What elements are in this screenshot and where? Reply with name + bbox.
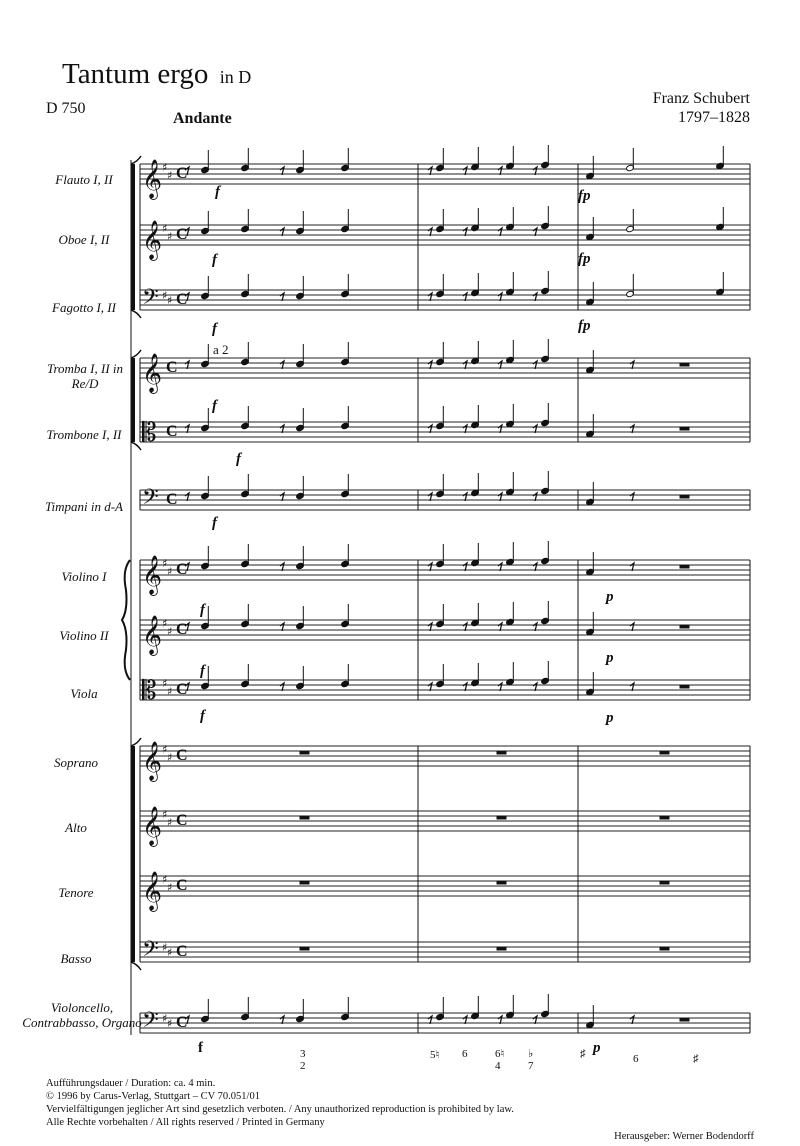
label-fagotto: Fagotto I, II bbox=[52, 300, 116, 315]
dynamic-f: f bbox=[212, 321, 217, 337]
dynamic-p: p bbox=[606, 710, 614, 726]
clef-glyph: 𝄢 bbox=[142, 285, 159, 315]
key-sharp: ♯ bbox=[167, 294, 173, 307]
figured-bass-8: ♯ bbox=[693, 1053, 699, 1065]
figured-bass-6: ♯ bbox=[580, 1048, 586, 1060]
label-soprano: Soprano bbox=[53, 755, 99, 770]
title-key: in D bbox=[219, 67, 252, 87]
label-oboe: Oboe I, II bbox=[58, 232, 110, 247]
a2-marking: a 2 bbox=[213, 342, 229, 357]
clef-glyph: 𝄞 bbox=[142, 871, 163, 911]
dynamic-fp: fp bbox=[578, 251, 591, 267]
whole-rest bbox=[680, 685, 689, 688]
key-sharp: ♯ bbox=[167, 751, 173, 764]
dynamic-f: f bbox=[200, 602, 205, 618]
dyn-continuo-p: p bbox=[593, 1040, 601, 1056]
label-continuo: Violoncello, Contrabbasso, Organo bbox=[22, 1000, 142, 1030]
composer-name: Franz Schubert bbox=[652, 90, 750, 107]
bracket-hook bbox=[131, 738, 141, 746]
time-signature: C bbox=[176, 681, 188, 698]
title-text: Tantum ergo bbox=[62, 58, 209, 90]
bracket-hook bbox=[131, 442, 141, 450]
whole-rest bbox=[497, 816, 506, 819]
dynamic-fp: fp bbox=[578, 318, 591, 334]
key-sharp: ♯ bbox=[162, 677, 168, 690]
whole-rest bbox=[300, 881, 309, 884]
whole-rest bbox=[680, 495, 689, 498]
clef-glyph: 𝄞 bbox=[142, 159, 163, 199]
label-basso: Basso bbox=[60, 951, 92, 966]
label-violino1: Violino I bbox=[61, 569, 107, 584]
whole-rest bbox=[300, 751, 309, 754]
time-signature: C bbox=[176, 291, 188, 308]
clef-glyph: 𝄞 bbox=[142, 353, 163, 393]
key-sharp: ♯ bbox=[162, 161, 168, 174]
time-signature: C bbox=[176, 812, 188, 829]
time-signature: C bbox=[176, 165, 188, 182]
time-signature: C bbox=[176, 561, 188, 578]
figured-bass-4: 6♮ 4 bbox=[495, 1048, 505, 1072]
key-sharp: ♯ bbox=[167, 230, 173, 243]
key-sharp: ♯ bbox=[162, 941, 168, 954]
label-flauto: Flauto I, II bbox=[55, 172, 113, 187]
bracket-hook bbox=[131, 310, 141, 318]
whole-rest bbox=[660, 816, 669, 819]
time-signature: C bbox=[176, 1014, 188, 1031]
figured-bass-7: 6 bbox=[633, 1053, 639, 1065]
dynamics bbox=[200, 184, 614, 726]
dynamic-fp: fp bbox=[578, 188, 591, 204]
whole-rest bbox=[680, 363, 689, 366]
figured-bass-1: 3 2 bbox=[300, 1048, 306, 1072]
bracket-bar bbox=[131, 164, 135, 310]
bracket-hook bbox=[131, 350, 141, 358]
label-violino2: Violino II bbox=[59, 628, 109, 643]
clef-glyph: 𝄢 bbox=[142, 937, 159, 967]
key-sharp: ♯ bbox=[167, 685, 173, 698]
figured-bass-5: ♭ 7 bbox=[528, 1048, 534, 1072]
footer-copyright: © 1996 by Carus-Verlag, Stuttgart – CV 70.051/01 bbox=[46, 1091, 260, 1102]
whole-rest bbox=[660, 751, 669, 754]
clef-glyph: 𝄞 bbox=[142, 555, 163, 595]
time-signature: C bbox=[166, 359, 178, 376]
clef-glyph: 𝄞 bbox=[142, 220, 163, 260]
barlines bbox=[140, 164, 750, 1033]
label-tenore: Tenore bbox=[58, 885, 94, 900]
key-sharp: ♯ bbox=[162, 289, 168, 302]
whole-rest bbox=[497, 947, 506, 950]
footer-rights-2: Alle Rechte vorbehalten / All rights reserved / Printed in Germany bbox=[46, 1117, 325, 1128]
brace bbox=[122, 560, 130, 680]
clef-glyph: 𝄞 bbox=[142, 741, 163, 781]
whole-rest bbox=[300, 816, 309, 819]
time-signature: C bbox=[166, 423, 178, 440]
dynamic-f: f bbox=[236, 451, 241, 467]
key-sharp: ♯ bbox=[167, 946, 173, 959]
key-sharp: ♯ bbox=[162, 222, 168, 235]
whole-rest bbox=[497, 881, 506, 884]
key-sharp: ♯ bbox=[167, 1017, 173, 1030]
catalog-number: D 750 bbox=[46, 100, 86, 117]
label-tromba: Tromba I, II in Re/D bbox=[46, 361, 124, 391]
bracket-bar bbox=[131, 746, 135, 962]
key-sharp: ♯ bbox=[162, 808, 168, 821]
time-signature: C bbox=[176, 226, 188, 243]
time-signature: C bbox=[166, 491, 178, 508]
key-sharp: ♯ bbox=[162, 873, 168, 886]
clef-glyph: 𝄞 bbox=[142, 806, 163, 846]
dynamic-f: f bbox=[215, 184, 220, 200]
dynamic-p: p bbox=[606, 650, 614, 666]
dynamic-f: f bbox=[200, 663, 205, 679]
footer-editor: Herausgeber: Werner Bodendorff bbox=[614, 1131, 754, 1142]
dyn-continuo-f: f bbox=[198, 1040, 203, 1056]
whole-rest bbox=[660, 947, 669, 950]
clef-glyph: 𝄢 bbox=[142, 1008, 159, 1038]
clefs bbox=[142, 159, 188, 1038]
clef-glyph: 𝄡 bbox=[142, 676, 157, 706]
dynamic-f: f bbox=[212, 515, 217, 531]
clef-glyph: 𝄢 bbox=[142, 485, 159, 515]
key-sharp: ♯ bbox=[162, 1012, 168, 1025]
composer-dates: 1797–1828 bbox=[678, 109, 750, 126]
time-signature: C bbox=[176, 747, 188, 764]
time-signature: C bbox=[176, 943, 188, 960]
whole-rest bbox=[680, 565, 689, 568]
key-sharp: ♯ bbox=[167, 565, 173, 578]
dynamic-f: f bbox=[212, 252, 217, 268]
dynamic-f: f bbox=[212, 398, 217, 414]
bracket-bar bbox=[131, 358, 135, 442]
whole-rest bbox=[660, 881, 669, 884]
whole-rest bbox=[300, 947, 309, 950]
system-brackets bbox=[122, 156, 141, 1035]
key-sharp: ♯ bbox=[167, 881, 173, 894]
time-signature: C bbox=[176, 877, 188, 894]
whole-rest bbox=[680, 427, 689, 430]
key-sharp: ♯ bbox=[167, 816, 173, 829]
label-timpani: Timpani in d-A bbox=[44, 499, 123, 514]
dynamic-p: p bbox=[606, 589, 614, 605]
figured-bass-2: 5♮ bbox=[430, 1049, 440, 1061]
key-sharp: ♯ bbox=[162, 617, 168, 630]
staff-lines bbox=[140, 164, 750, 1033]
whole-rest bbox=[497, 751, 506, 754]
clef-glyph: 𝄡 bbox=[142, 418, 157, 448]
bracket-hook bbox=[131, 156, 141, 164]
label-trombone: Trombone I, II bbox=[46, 427, 122, 442]
key-sharp: ♯ bbox=[167, 169, 173, 182]
figured-bass-3: 6 bbox=[462, 1048, 468, 1060]
key-sharp: ♯ bbox=[167, 625, 173, 638]
key-sharp: ♯ bbox=[162, 557, 168, 570]
time-signature: C bbox=[176, 621, 188, 638]
clef-glyph: 𝄞 bbox=[142, 615, 163, 655]
label-viola: Viola bbox=[70, 686, 98, 701]
dynamic-f: f bbox=[200, 708, 205, 724]
whole-rest bbox=[680, 1018, 689, 1021]
footer-rights-1: Vervielfältigungen jeglicher Art sind gesetzlich verboten. / Any unauthorized reproduction is prohibited by law. bbox=[46, 1104, 514, 1115]
tempo-marking: Andante bbox=[173, 110, 232, 127]
label-alto: Alto bbox=[65, 820, 87, 835]
whole-rest bbox=[680, 625, 689, 628]
footer-duration: Aufführungsdauer / Duration: ca. 4 min. bbox=[46, 1078, 216, 1089]
key-sharp: ♯ bbox=[162, 743, 168, 756]
bracket-hook bbox=[131, 962, 141, 970]
